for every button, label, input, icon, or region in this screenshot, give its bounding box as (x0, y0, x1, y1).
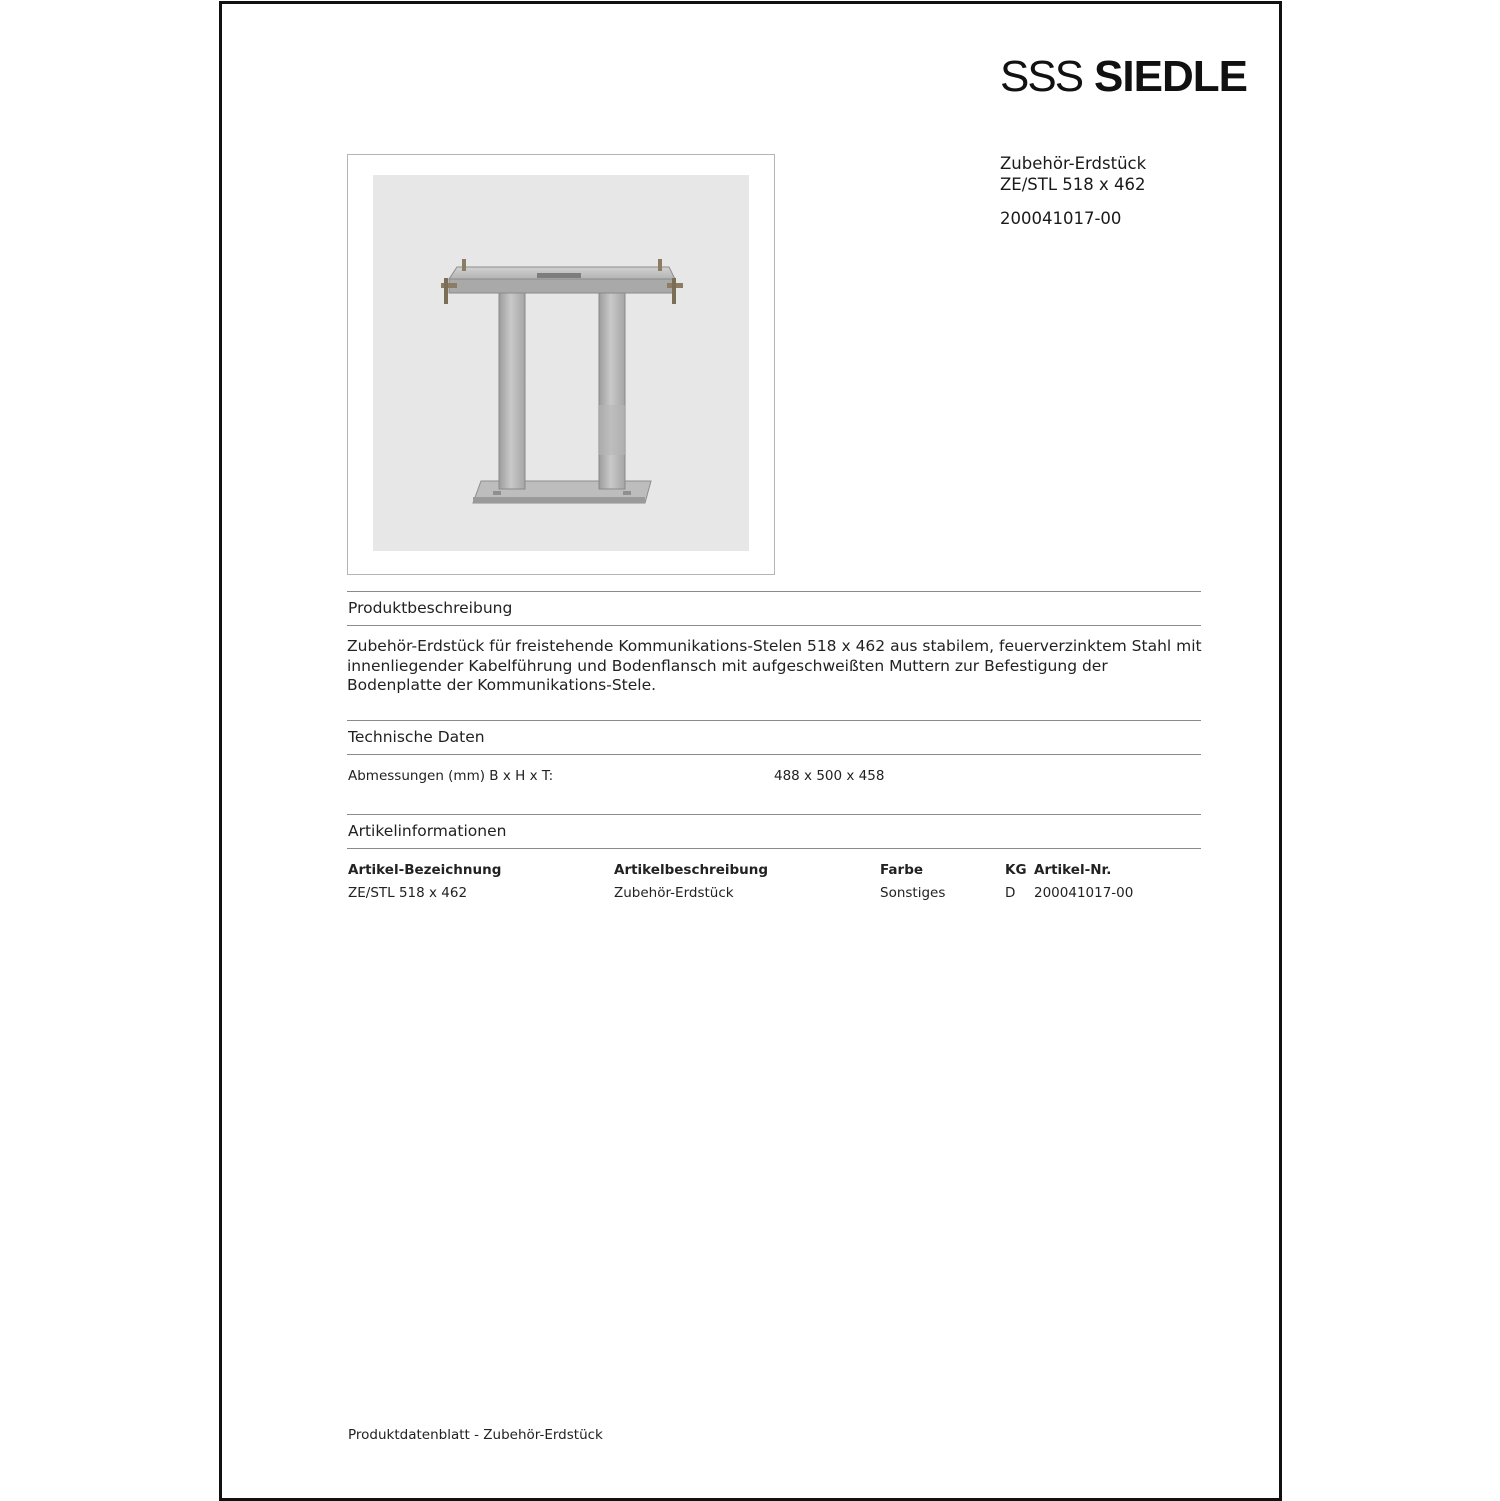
article-column-designation (348, 862, 501, 901)
article-column-description (614, 862, 768, 901)
divider (347, 848, 1201, 849)
divider (347, 591, 1201, 592)
table-header: KG (1005, 862, 1027, 878)
product-image (373, 175, 749, 551)
table-cell: Sonstiges (880, 885, 946, 901)
article-column-kg (1005, 862, 1027, 901)
section-title-article-info: Artikelinformationen (348, 822, 507, 840)
table-cell: Zubehör-Erdstück (614, 885, 734, 901)
product-model: ZE/STL 518 x 462 (1000, 175, 1146, 194)
table-header: Farbe (880, 862, 924, 878)
table-header: Artikel-Bezeichnung (348, 862, 502, 878)
divider (347, 720, 1201, 721)
ground-socket-illustration (373, 175, 749, 551)
divider (347, 625, 1201, 626)
page-footer: Produktdatenblatt - Zubehör-Erdstück (348, 1427, 603, 1443)
divider (347, 754, 1201, 755)
product-heading (1000, 153, 1146, 229)
article-column-color (880, 862, 945, 901)
section-title-technical: Technische Daten (348, 728, 485, 746)
siedle-logo (1000, 52, 1247, 102)
logo-wordmark: SIEDLE (1094, 52, 1247, 101)
product-description: Zubehör-Erdstück für freistehende Kommunikations-Stelen 518 x 462 aus stabilem, feuerverzinktem Stahl mit innenliegender Kabelführung und Bodenflansch mit aufgeschweißten Muttern zur Befestigung der Bodenplatte der Kommunikations-Stele. (347, 637, 1202, 694)
table-cell: 200041017-00 (1034, 885, 1134, 901)
product-image-frame (347, 154, 775, 575)
product-article-number: 200041017-00 (1000, 209, 1122, 228)
article-column-number (1034, 862, 1133, 901)
spec-value-dimensions: 488 x 500 x 458 (774, 768, 885, 784)
spec-label-dimensions: Abmessungen (mm) B x H x T: (348, 768, 554, 784)
section-title-description: Produktbeschreibung (348, 599, 513, 617)
table-header: Artikel-Nr. (1034, 862, 1112, 878)
logo-mark: SSS (1000, 52, 1083, 101)
product-title: Zubehör-Erdstück (1000, 154, 1147, 173)
table-header: Artikelbeschreibung (614, 862, 769, 878)
divider (347, 814, 1201, 815)
table-cell: ZE/STL 518 x 462 (348, 885, 468, 901)
table-cell: D (1005, 885, 1016, 901)
